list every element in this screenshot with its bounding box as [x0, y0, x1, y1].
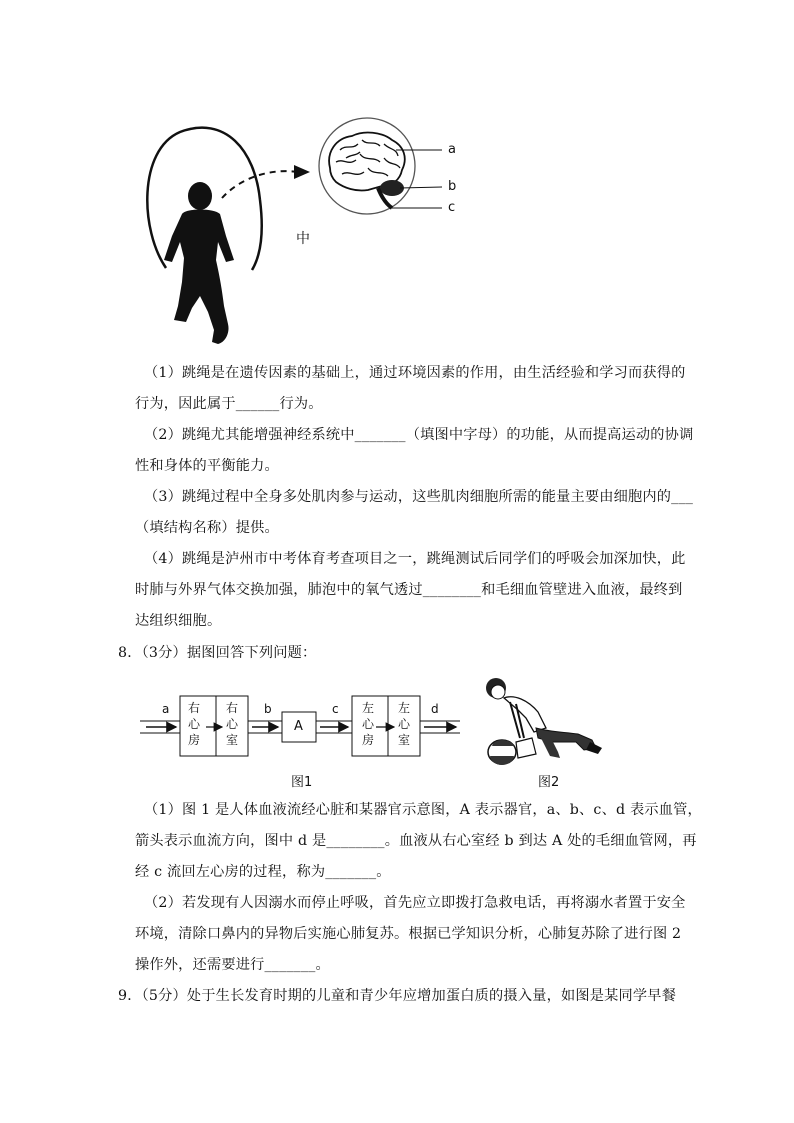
brain-label-b: b [448, 179, 457, 194]
fig2-caption: 图2 [538, 775, 560, 790]
vessel-label-d: d [431, 702, 439, 716]
left-atrium-label: 左 心 房 [362, 701, 375, 747]
q8-line-1: （1）图 1 是人体血液流经心脏和某器官示意图，A 表示器官，a、b、c、d 表示血管， [144, 802, 702, 818]
q7-line-2: 行为，因此属于______行为。 [135, 396, 323, 412]
q8-line-2: 箭头表示血流方向，图中 d 是________。血液从右心室经 b 到达 A 处的毛细血管网，再 [135, 833, 697, 849]
q8-line-5: 环境，清除口鼻内的异物后实施心肺复苏。根据已学知识分析，心肺复苏除了进行图 2 [135, 926, 682, 942]
q8-line-4: （2）若发现有人因溺水而停止呼吸，首先应立即拨打急救电话，再将溺水者置于安全 [144, 895, 686, 911]
q7-line-8: 时肺与外界气体交换加强，肺泡中的氧气透过________和毛细血管壁进入血液，最终到 [135, 582, 683, 598]
brain-label-c: c [448, 200, 456, 215]
right-ventricle-label: 右 心 室 [226, 701, 239, 747]
vessel-label-b: b [264, 702, 272, 716]
right-atrium-label: 右 心 房 [188, 701, 201, 747]
fig1-caption: 图1 [291, 775, 313, 790]
q7-line-5: （3）跳绳过程中全身多处肌肉参与运动，这些肌肉细胞所需的能量主要由细胞内的___ [144, 489, 694, 505]
q7-line-1: （1）跳绳是在遗传因素的基础上，通过环境因素的作用，由生活经验和学习而获得的 [144, 365, 686, 381]
vessel-label-a: a [162, 702, 170, 716]
cpr-illustration [480, 672, 610, 777]
brain-label-a: a [448, 142, 456, 157]
organ-a-label: A [294, 719, 303, 734]
q7-line-6: （填结构名称）提供。 [135, 520, 279, 536]
q8-line-3: 经 c 流回左心房的过程，称为_______。 [135, 864, 391, 880]
q7-line-9: 达组织细胞。 [135, 613, 222, 629]
q7-line-4: 性和身体的平衡能力。 [135, 458, 279, 474]
vessel-label-c: c [332, 702, 339, 716]
arrow-head-icon [294, 165, 310, 179]
q8-line-6: 操作外，还需要进行_______。 [135, 957, 330, 973]
victim-figure [488, 738, 536, 765]
q7-line-3: （2）跳绳尤其能增强神经系统中_______（填图中字母）的功能，从而提高运动的协调 [144, 427, 694, 443]
q9-heading: 9．（5分）处于生长发育时期的儿童和青少年应增加蛋白质的摄入量，如图是某同学早餐 [118, 988, 677, 1004]
figure-caption: 中 [296, 231, 310, 247]
q8-heading: 8．（3分）据图回答下列问题： [118, 645, 317, 661]
child-silhouette [164, 182, 234, 344]
q7-line-7: （4）跳绳是泸州市中考体育考查项目之一，跳绳测试后同学们的呼吸会加深加快，此 [144, 551, 686, 567]
left-ventricle-label: 左 心 室 [398, 701, 411, 747]
